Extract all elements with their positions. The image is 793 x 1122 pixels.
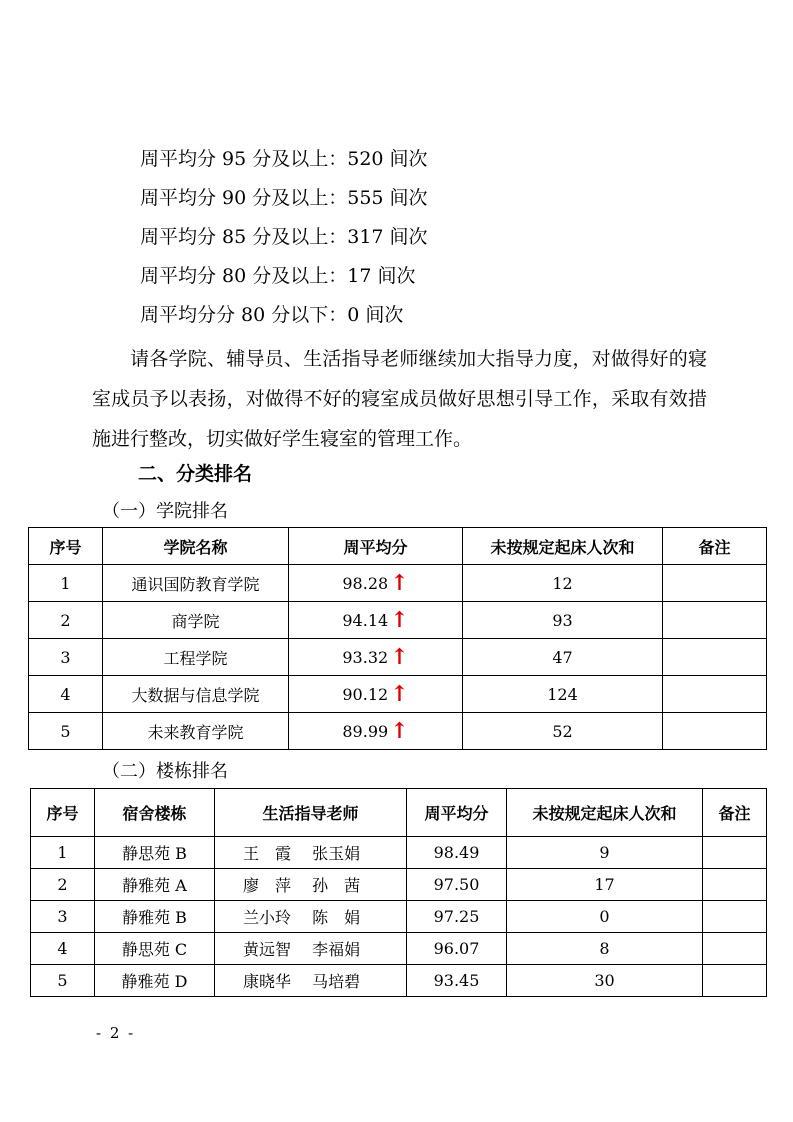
avg-score-cell: 93.45: [407, 965, 507, 997]
rank-cell: 5: [31, 965, 95, 997]
avg-score-cell: [289, 639, 463, 676]
note-cell: [703, 965, 767, 997]
building-cell: 静思苑 B: [95, 837, 215, 869]
building-cell: 静雅苑 D: [95, 965, 215, 997]
teacher-cell: 黄远智 李福娟: [215, 933, 407, 965]
avg-score: 89.99: [342, 722, 389, 741]
up-arrow-icon: ↑: [390, 607, 409, 633]
rank-cell: 4: [31, 933, 95, 965]
rank-cell: 2: [31, 869, 95, 901]
college-name-cell: 工程学院: [103, 639, 289, 676]
building-ranking-table: [30, 788, 767, 997]
header-cell: 周平均分: [289, 528, 463, 565]
count-cell: 47: [463, 639, 663, 676]
rank-cell: 2: [29, 602, 103, 639]
note-cell: [703, 869, 767, 901]
count-cell: 0: [507, 901, 703, 933]
rank-cell: 3: [31, 901, 95, 933]
table-row: [29, 639, 767, 676]
note-cell: [663, 676, 767, 713]
avg-score-cell: 97.50: [407, 869, 507, 901]
stats-line: 周平均分 80 分及以上：17 间次: [140, 265, 416, 287]
paragraph-text: 请各学院、辅导员、生活指导老师继续加大指导力度，对做得好的寝室成员予以表扬，对做得不好的寝室成员做好思想引导工作，采取有效措施进行整改，切实做好学生寝室的管理工作。: [92, 348, 707, 450]
note-cell: [663, 565, 767, 602]
building-cell: 静雅苑 A: [95, 869, 215, 901]
rank-cell: 4: [29, 676, 103, 713]
table-header-row: [31, 789, 767, 837]
count-cell: 12: [463, 565, 663, 602]
header-cell: 备注: [663, 528, 767, 565]
note-cell: [663, 639, 767, 676]
avg-score-cell: [289, 676, 463, 713]
count-cell: 30: [507, 965, 703, 997]
note-cell: [703, 837, 767, 869]
header-cell: 序号: [29, 528, 103, 565]
header-cell: 周平均分: [407, 789, 507, 837]
note-cell: [663, 713, 767, 750]
section-title: 二、分类排名: [138, 463, 253, 485]
header-cell: 学院名称: [103, 528, 289, 565]
stats-line: 周平均分 85 分及以上：317 间次: [140, 226, 428, 248]
header-cell: 生活指导老师: [215, 789, 407, 837]
up-arrow-icon: ↑: [390, 718, 409, 744]
avg-score: 90.12: [342, 685, 389, 704]
header-cell: 未按规定起床人次和: [463, 528, 663, 565]
stats-line: 周平均分分 80 分以下：0 间次: [140, 304, 404, 326]
page-number: - 2 -: [96, 1024, 136, 1042]
count-cell: 9: [507, 837, 703, 869]
avg-score-cell: 96.07: [407, 933, 507, 965]
teacher-cell: 廖 萍 孙 茜: [215, 869, 407, 901]
count-cell: 8: [507, 933, 703, 965]
count-cell: 52: [463, 713, 663, 750]
college-ranking-subtitle: （一）学院排名: [102, 501, 228, 522]
header-cell: 未按规定起床人次和: [507, 789, 703, 837]
rank-cell: 3: [29, 639, 103, 676]
table-row: [31, 965, 767, 997]
instruction-paragraph: [92, 339, 707, 459]
rank-cell: 1: [31, 837, 95, 869]
count-cell: 124: [463, 676, 663, 713]
table-row: [29, 602, 767, 639]
note-cell: [703, 933, 767, 965]
header-cell: 备注: [703, 789, 767, 837]
building-ranking-subtitle: （二）楼栋排名: [102, 761, 228, 782]
table-row: [31, 869, 767, 901]
table-row: [31, 837, 767, 869]
stats-line: 周平均分 90 分及以上：555 间次: [140, 187, 428, 209]
teacher-cell: 兰小玲 陈 娟: [215, 901, 407, 933]
college-name-cell: 大数据与信息学院: [103, 676, 289, 713]
count-cell: 17: [507, 869, 703, 901]
avg-score: 98.28: [342, 574, 389, 593]
college-ranking-table: [28, 527, 767, 750]
avg-score-cell: [289, 602, 463, 639]
building-cell: 静雅苑 B: [95, 901, 215, 933]
table-row: [29, 565, 767, 602]
avg-score: 93.32: [342, 648, 389, 667]
college-name-cell: 商学院: [103, 602, 289, 639]
rank-cell: 5: [29, 713, 103, 750]
up-arrow-icon: ↑: [390, 681, 409, 707]
table-row: [29, 676, 767, 713]
avg-score-cell: [289, 565, 463, 602]
rank-cell: 1: [29, 565, 103, 602]
table-row: [31, 901, 767, 933]
table-header-row: [29, 528, 767, 565]
avg-score: 94.14: [342, 611, 389, 630]
table-row: [29, 713, 767, 750]
stats-line: 周平均分 95 分及以上：520 间次: [140, 148, 428, 170]
header-cell: 序号: [31, 789, 95, 837]
count-cell: 93: [463, 602, 663, 639]
note-cell: [663, 602, 767, 639]
avg-score-cell: 98.49: [407, 837, 507, 869]
avg-score-cell: 97.25: [407, 901, 507, 933]
header-cell: 宿舍楼栋: [95, 789, 215, 837]
up-arrow-icon: ↑: [390, 570, 409, 596]
note-cell: [703, 901, 767, 933]
teacher-cell: 王 霞 张玉娟: [215, 837, 407, 869]
building-cell: 静思苑 C: [95, 933, 215, 965]
up-arrow-icon: ↑: [390, 644, 409, 670]
college-name-cell: 通识国防教育学院: [103, 565, 289, 602]
college-name-cell: 未来教育学院: [103, 713, 289, 750]
teacher-cell: 康晓华 马培碧: [215, 965, 407, 997]
table-row: [31, 933, 767, 965]
avg-score-cell: [289, 713, 463, 750]
